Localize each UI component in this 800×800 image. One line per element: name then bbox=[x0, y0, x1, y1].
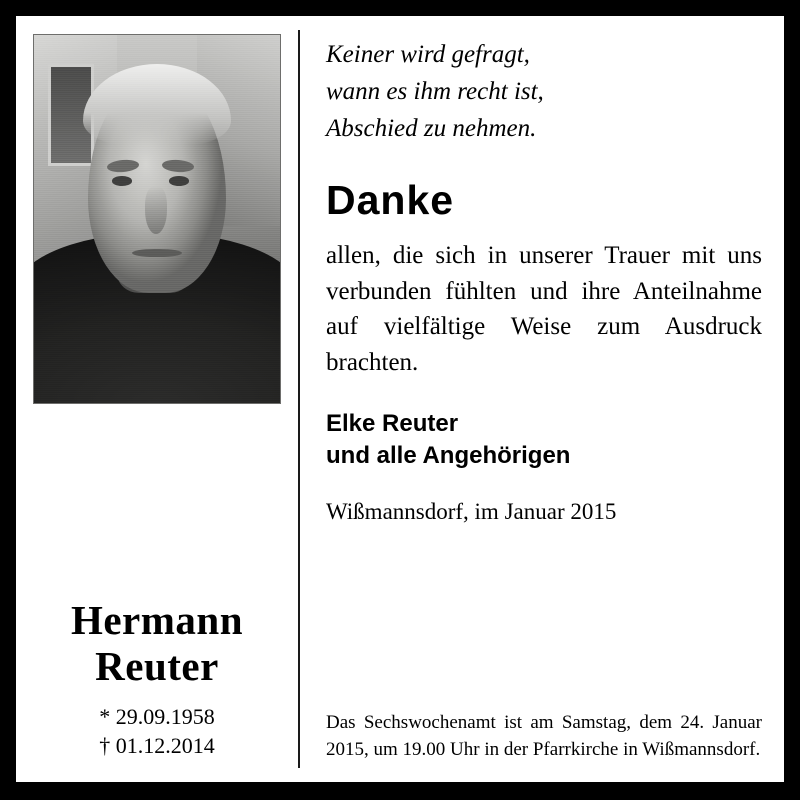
signature-block bbox=[326, 408, 762, 471]
left-column bbox=[16, 16, 298, 782]
signature-name: Elke Reuter bbox=[326, 410, 459, 437]
life-dates bbox=[99, 702, 215, 760]
deceased-first-name: Hermann bbox=[70, 597, 244, 644]
card-sheet bbox=[16, 16, 784, 782]
deceased-name bbox=[71, 598, 243, 690]
deceased-last-name: Reuter bbox=[95, 643, 219, 690]
verse-line-2: wann es ihm recht ist, bbox=[326, 78, 544, 105]
verse-line-3: Abschied zu nehmen. bbox=[326, 115, 537, 142]
portrait-photo bbox=[33, 34, 281, 404]
right-spacer bbox=[326, 557, 762, 710]
verse-line-1: Keiner wird gefragt, bbox=[326, 41, 530, 68]
birth-date: * 29.09.1958 bbox=[99, 703, 215, 729]
place-and-date: Wißmannsdorf, im Januar 2015 bbox=[326, 499, 617, 525]
right-column bbox=[298, 16, 784, 782]
death-date: † 01.12.2014 bbox=[99, 732, 215, 758]
service-note: Das Sechswochenamt ist am Samstag, dem 24. Januar 2015, um 19.00 Uhr in der Pfarrkirche in Wißmannsdorf. bbox=[326, 712, 762, 761]
photo-frame bbox=[33, 34, 281, 404]
signature-relatives: und alle Angehörigen bbox=[326, 441, 571, 469]
thanks-heading: Danke bbox=[326, 177, 455, 223]
verse-block bbox=[326, 36, 762, 147]
thanks-text: allen, die sich in unserer Trauer mit uns verbunden fühlten und ihre Anteilnahme auf vielfältige Weise zum Ausdruck brachten. bbox=[326, 242, 762, 376]
column-divider bbox=[298, 30, 300, 768]
